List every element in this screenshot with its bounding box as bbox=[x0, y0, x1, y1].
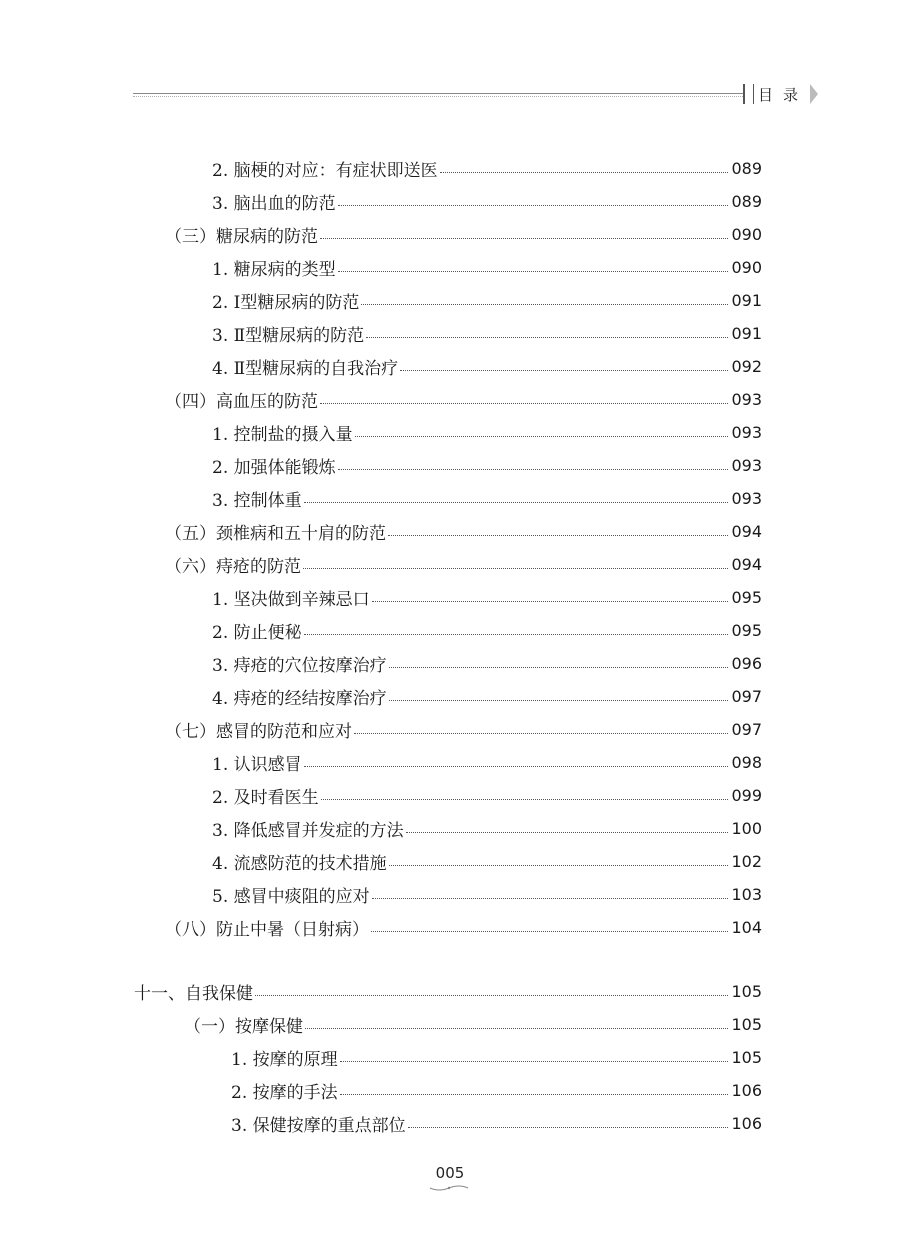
toc-entry-title: （六）痔疮的防范 bbox=[165, 557, 301, 577]
toc-entry-page: 095 bbox=[731, 588, 762, 607]
toc-entry[interactable] bbox=[231, 1074, 762, 1107]
toc-entry-page: 105 bbox=[731, 982, 762, 1001]
toc-leader bbox=[406, 832, 728, 833]
toc-entry-title: （五）颈椎病和五十肩的防范 bbox=[165, 524, 386, 544]
toc-entry-title: 2. 按摩的手法 bbox=[231, 1083, 338, 1103]
toc-entry-page: 093 bbox=[731, 390, 762, 409]
toc-entry-page: 093 bbox=[731, 489, 762, 508]
toc-entry[interactable] bbox=[212, 152, 762, 185]
toc-leader bbox=[340, 1061, 728, 1062]
toc-entry-title: 3. 降低感冒并发症的方法 bbox=[212, 821, 404, 841]
toc-entry-page: 102 bbox=[731, 852, 762, 871]
toc-entry[interactable] bbox=[212, 416, 762, 449]
toc-entry-title: 5. 感冒中痰阻的应对 bbox=[212, 887, 370, 907]
toc-entry[interactable] bbox=[212, 284, 762, 317]
toc-entry-page: 090 bbox=[731, 225, 762, 244]
toc-leader bbox=[338, 205, 728, 206]
toc-leader bbox=[304, 634, 728, 635]
toc-entry[interactable] bbox=[212, 680, 762, 713]
toc-leader bbox=[305, 1028, 728, 1029]
toc-entry[interactable] bbox=[212, 812, 762, 845]
toc-leader bbox=[304, 766, 728, 767]
tab-bars-icon bbox=[743, 84, 754, 104]
toc-entry-page: 106 bbox=[731, 1114, 762, 1133]
toc-leader bbox=[372, 601, 728, 602]
toc-entry-title: 2. Ⅰ型糖尿病的防范 bbox=[212, 293, 360, 313]
toc-entry[interactable] bbox=[212, 449, 762, 482]
toc-leader bbox=[388, 535, 728, 536]
toc-entry-page: 093 bbox=[731, 456, 762, 475]
toc-entry[interactable] bbox=[165, 911, 762, 944]
toc-leader bbox=[389, 865, 728, 866]
toc-entry[interactable] bbox=[212, 878, 762, 911]
toc-leader bbox=[320, 403, 728, 404]
toc-entry-title: 3. 痔疮的穴位按摩治疗 bbox=[212, 656, 387, 676]
toc-leader bbox=[389, 700, 728, 701]
toc-entry-title: 1. 坚决做到辛辣忌口 bbox=[212, 590, 370, 610]
toc-entry-page: 095 bbox=[731, 621, 762, 640]
toc-entry-title: 2. 脑梗的对应：有症状即送医 bbox=[212, 161, 438, 181]
toc-entry[interactable] bbox=[165, 383, 762, 416]
toc-entry-title: 1. 控制盐的摄入量 bbox=[212, 425, 353, 445]
toc-entry-title: 2. 加强体能锻炼 bbox=[212, 458, 336, 478]
toc-entry-page: 103 bbox=[731, 885, 762, 904]
toc-entry-title: 2. 及时看医生 bbox=[212, 788, 319, 808]
toc-leader bbox=[440, 172, 728, 173]
toc-chapter-entry[interactable] bbox=[134, 975, 762, 1008]
toc-entry-page: 092 bbox=[731, 357, 762, 376]
toc-entry-page: 089 bbox=[731, 159, 762, 178]
toc-entry-title: 1. 认识感冒 bbox=[212, 755, 302, 775]
tab-arrow-icon bbox=[810, 84, 818, 104]
toc-entry-page: 096 bbox=[731, 654, 762, 673]
toc-entry-page: 094 bbox=[731, 555, 762, 574]
toc-entry[interactable] bbox=[165, 515, 762, 548]
toc-entry[interactable] bbox=[212, 317, 762, 350]
toc-entry-title: 1. 按摩的原理 bbox=[231, 1050, 338, 1070]
toc-leader bbox=[366, 337, 728, 338]
toc-entry-page: 097 bbox=[731, 720, 762, 739]
toc-entry[interactable] bbox=[212, 482, 762, 515]
header-section-tab bbox=[743, 82, 825, 106]
page-number: 005 bbox=[435, 1164, 465, 1182]
toc-leader bbox=[303, 568, 728, 569]
toc-entry[interactable] bbox=[212, 251, 762, 284]
toc-leader bbox=[255, 995, 728, 996]
toc-leader bbox=[371, 931, 728, 932]
toc-leader bbox=[304, 502, 728, 503]
toc-entry-title: 2. 防止便秘 bbox=[212, 623, 302, 643]
toc-entry-title: （四）高血压的防范 bbox=[165, 392, 318, 412]
toc-entry-title: 3. 控制体重 bbox=[212, 491, 302, 511]
toc-entry-title: 4. Ⅱ型糖尿病的自我治疗 bbox=[212, 359, 399, 379]
toc-entry-page: 098 bbox=[731, 753, 762, 772]
toc-leader bbox=[389, 667, 728, 668]
toc-entry-page: 105 bbox=[731, 1015, 762, 1034]
toc-leader bbox=[320, 238, 728, 239]
toc-leader bbox=[400, 370, 728, 371]
toc-leader bbox=[321, 799, 728, 800]
toc-entry-page: 104 bbox=[731, 918, 762, 937]
toc-entry-title: （一）按摩保健 bbox=[184, 1017, 303, 1037]
toc-entry[interactable] bbox=[165, 713, 762, 746]
toc-entry-page: 094 bbox=[731, 522, 762, 541]
toc-entry[interactable] bbox=[165, 548, 762, 581]
toc-entry-page: 106 bbox=[731, 1081, 762, 1100]
footer-ornament-icon bbox=[428, 1184, 470, 1192]
toc-entry-title: （七）感冒的防范和应对 bbox=[165, 722, 352, 742]
toc-entry[interactable] bbox=[212, 746, 762, 779]
toc-entry[interactable] bbox=[165, 218, 762, 251]
toc-entry-title: 4. 痔疮的经结按摩治疗 bbox=[212, 689, 387, 709]
toc-entry[interactable] bbox=[231, 1041, 762, 1074]
toc-entry-page: 091 bbox=[731, 324, 762, 343]
toc-entry[interactable] bbox=[184, 1008, 762, 1041]
toc-entry[interactable] bbox=[231, 1107, 762, 1140]
toc-entry-page: 097 bbox=[731, 687, 762, 706]
toc-entry[interactable] bbox=[212, 350, 762, 383]
toc-leader bbox=[338, 271, 728, 272]
header-rule bbox=[133, 93, 745, 94]
toc-entry-page: 099 bbox=[731, 786, 762, 805]
toc-entry-title: 3. 保健按摩的重点部位 bbox=[231, 1116, 406, 1136]
toc-entry-title: 3. 脑出血的防范 bbox=[212, 194, 336, 214]
toc-entry-title: （三）糖尿病的防范 bbox=[165, 227, 318, 247]
toc-entry-page: 089 bbox=[731, 192, 762, 211]
toc-leader bbox=[340, 1094, 728, 1095]
toc-entry[interactable] bbox=[212, 581, 762, 614]
toc-entry-title: 1. 糖尿病的类型 bbox=[212, 260, 336, 280]
toc-entry[interactable] bbox=[212, 845, 762, 878]
toc-entry[interactable] bbox=[212, 185, 762, 218]
toc-leader bbox=[355, 436, 728, 437]
toc-entry[interactable] bbox=[212, 779, 762, 812]
header-rule-dotted bbox=[133, 96, 745, 97]
toc-leader bbox=[361, 304, 728, 305]
toc-leader bbox=[372, 898, 728, 899]
header-section-label: 目录 bbox=[758, 85, 809, 104]
toc-entry-page: 105 bbox=[731, 1048, 762, 1067]
toc-leader bbox=[354, 733, 728, 734]
toc-entry-page: 090 bbox=[731, 258, 762, 277]
toc-entry-page: 091 bbox=[731, 291, 762, 310]
toc-entry[interactable] bbox=[212, 647, 762, 680]
toc-entry-page: 093 bbox=[731, 423, 762, 442]
toc-entry[interactable] bbox=[212, 614, 762, 647]
toc-leader bbox=[338, 469, 728, 470]
toc-entry-title: 十一、自我保健 bbox=[134, 984, 253, 1004]
toc-leader bbox=[408, 1127, 728, 1128]
toc-entry-title: 3. Ⅱ型糖尿病的防范 bbox=[212, 326, 365, 346]
toc-entry-title: （八）防止中暑（日射病） bbox=[165, 920, 369, 940]
toc-entry-title: 4. 流感防范的技术措施 bbox=[212, 854, 387, 874]
toc-entry-page: 100 bbox=[731, 819, 762, 838]
